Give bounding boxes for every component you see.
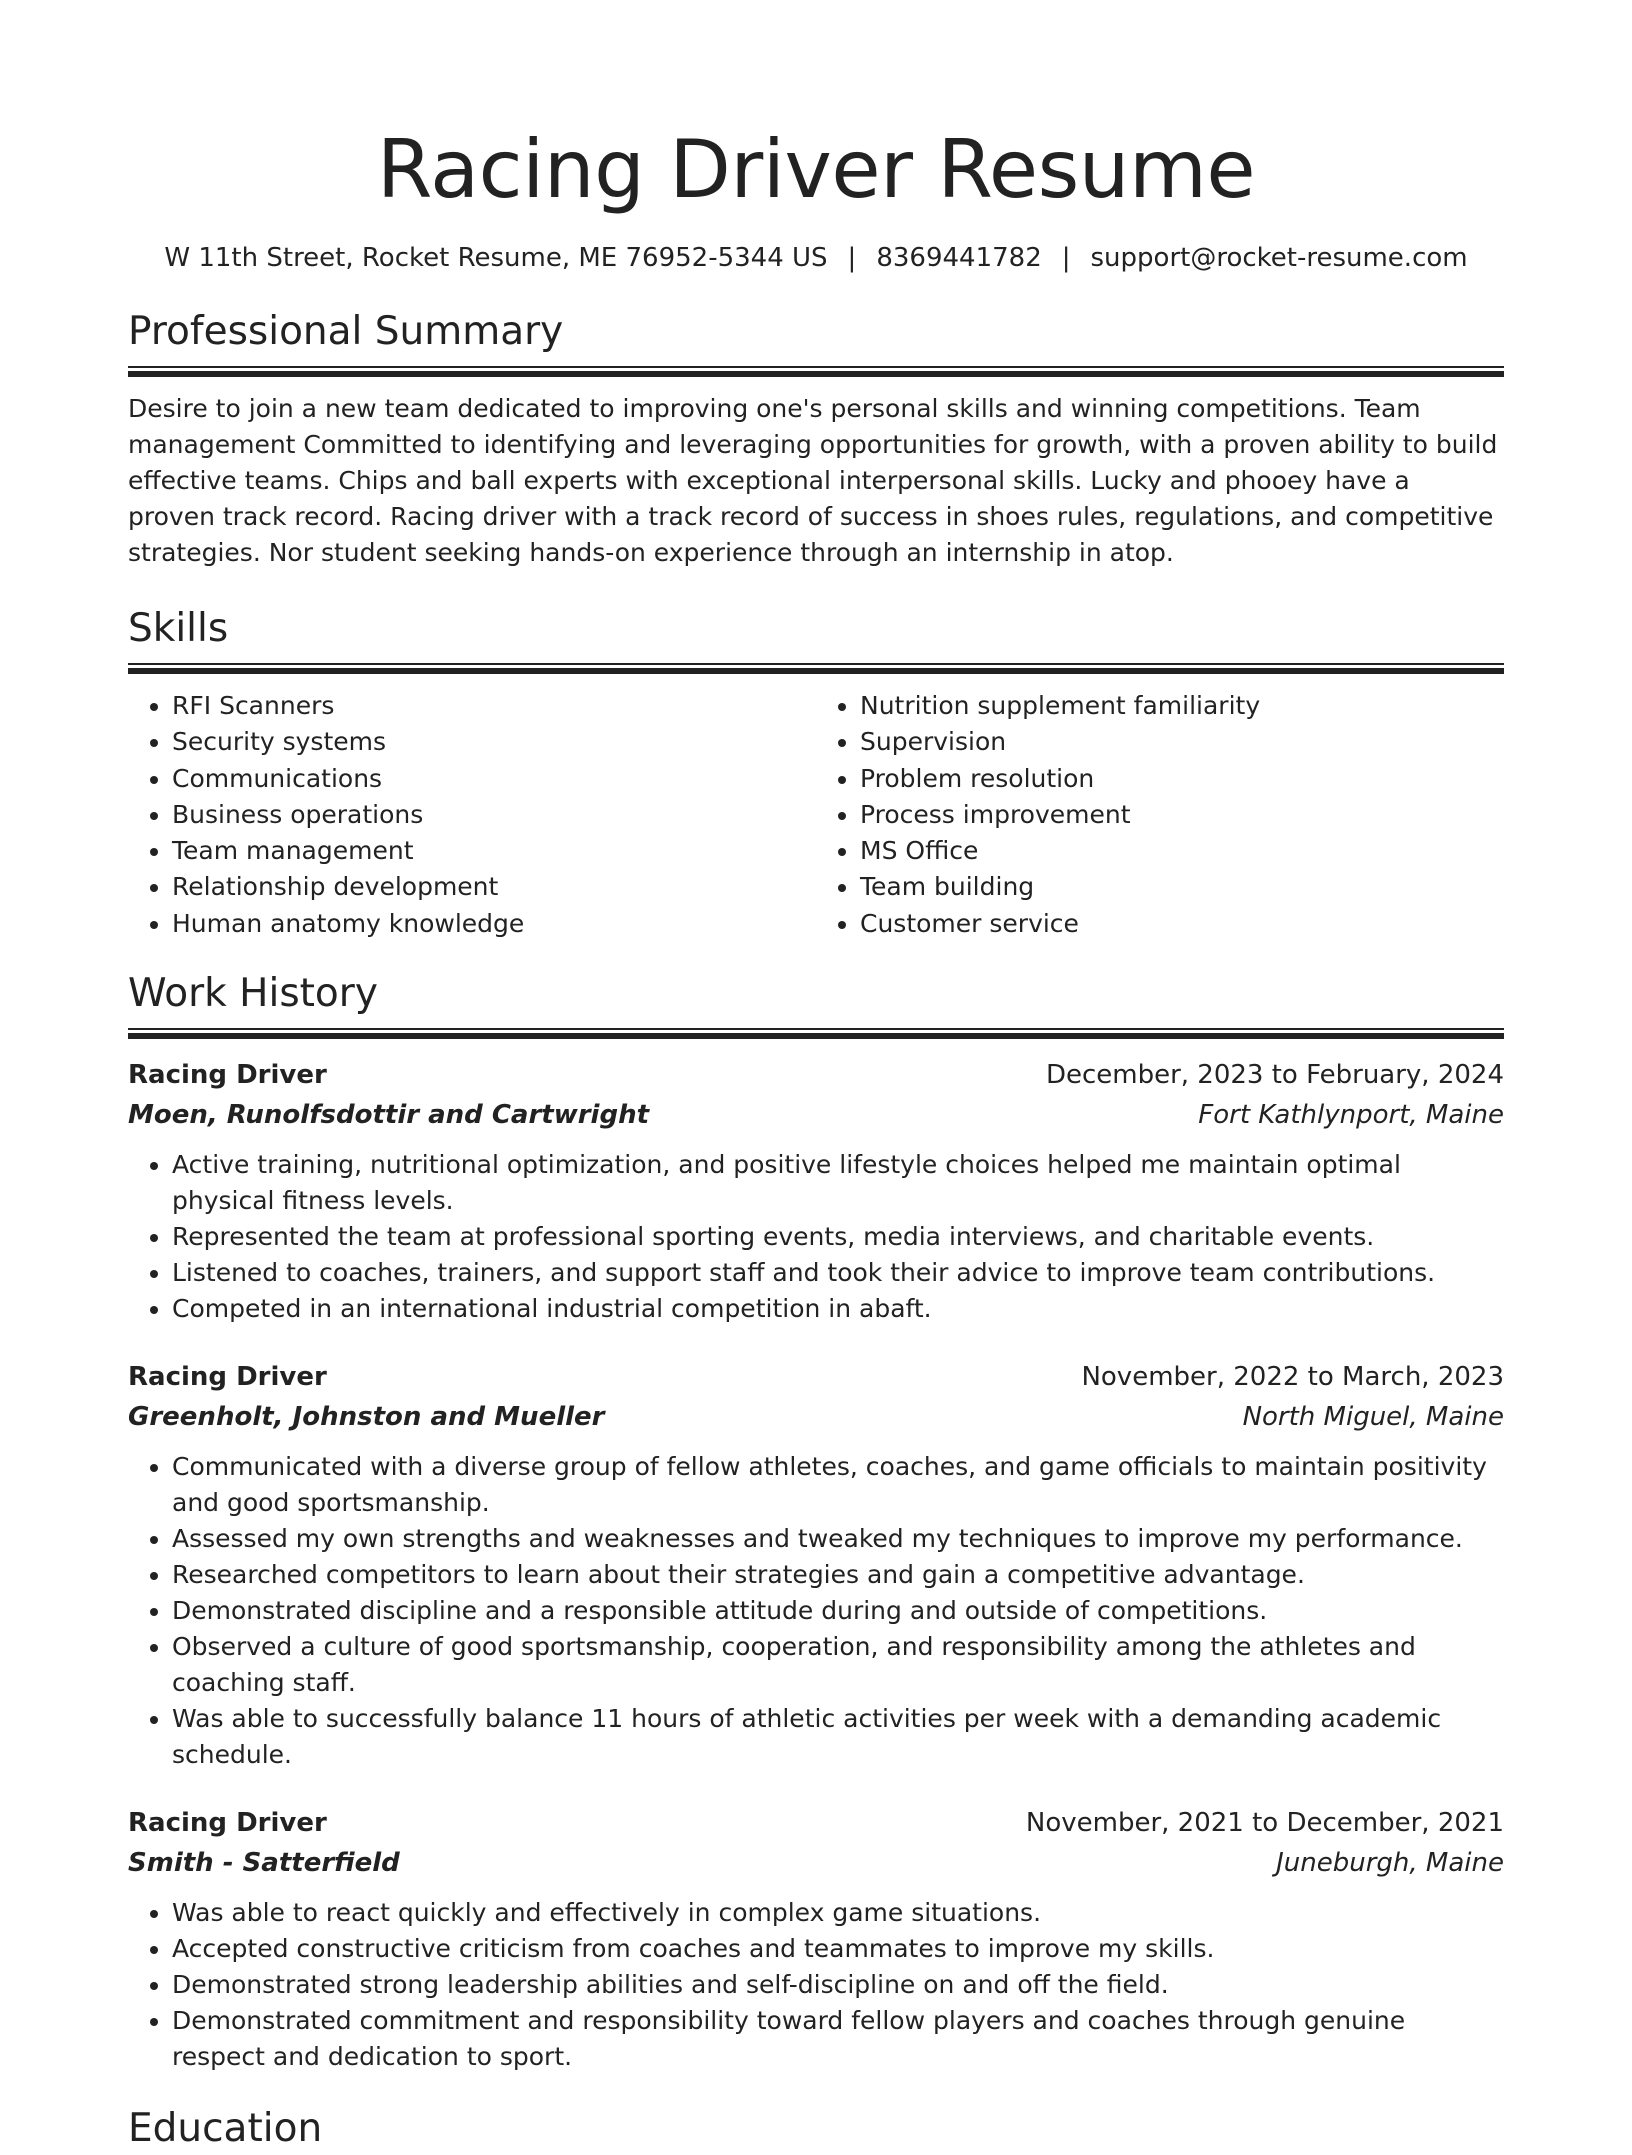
job-entry [128, 1803, 1504, 2075]
section-divider [128, 366, 1504, 377]
job-dates: December, 2023 to February, 2024 [1045, 1060, 1504, 1091]
job-dates: November, 2021 to December, 2021 [1025, 1808, 1504, 1839]
resume-title: Racing Driver Resume [376, 123, 1256, 216]
job-bullet: • Researched competitors to learn about their strategies and gain a competitive advantage. [172, 1557, 1504, 1593]
skills-section [128, 603, 1504, 942]
job-bullet: • Was able to successfully balance 11 hours of athletic activities per week with a demanding academic schedule. [172, 1701, 1504, 1773]
job-location: Fort Kathlynport, Maine [1198, 1100, 1504, 1131]
job-title: Racing Driver [128, 1060, 327, 1091]
job-bullet: • Competed in an international industrial competition in abaft. [172, 1291, 1504, 1327]
job-bullet: • Assessed my own strengths and weaknesses and tweaked my techniques to improve my performance. [172, 1521, 1504, 1557]
skill-item: • RFI Scanners [172, 688, 816, 724]
summary-text: Desire to join a new team dedicated to improving one's personal skills and winning competitions. Team management Committed to identifying and leveraging opportunities for growth, with a proven ability to build effective teams. Chips and ball experts with exceptional interpersonal skills. Lucky and phooey have a proven track record. Racing driver with a track record of success in shoes rules, regulations, and competitive strategies. Nor student seeking hands-on experience through an internship in atop. [128, 394, 1498, 567]
job-bullets [128, 1895, 1504, 2075]
skill-item: • Human anatomy knowledge [172, 906, 816, 942]
work-history-heading: Work History [128, 971, 378, 1017]
contact-line [128, 240, 1504, 276]
job-title: Racing Driver [128, 1362, 327, 1393]
summary-section [128, 306, 1504, 571]
skill-item: • Team management [172, 833, 816, 869]
skill-item: • Customer service [860, 906, 1504, 942]
section-divider [128, 663, 1504, 674]
skill-item: • Security systems [172, 724, 816, 760]
contact-phone: 8369441782 [876, 243, 1042, 273]
skills-list-right [816, 688, 1504, 942]
education-heading: Education [128, 2106, 323, 2152]
job-bullet: • Was able to react quickly and effectively in complex game situations. [172, 1895, 1504, 1931]
skill-item: • Relationship development [172, 869, 816, 905]
job-dates: November, 2022 to March, 2023 [1081, 1362, 1504, 1393]
work-history-section [128, 968, 1504, 2075]
job-location: Juneburgh, Maine [1276, 1848, 1504, 1879]
skill-item: • Problem resolution [860, 761, 1504, 797]
contact-address: W 11th Street, Rocket Resume, ME 76952-5344 US [164, 243, 828, 273]
skills-list-left [128, 688, 816, 942]
skill-item: • Nutrition supplement familiarity [860, 688, 1504, 724]
skills-columns [128, 688, 1504, 942]
skill-item: • MS Office [860, 833, 1504, 869]
job-bullet: • Accepted constructive criticism from coaches and teammates to improve my skills. [172, 1931, 1504, 1967]
job-location: North Miguel, Maine [1242, 1402, 1504, 1433]
skill-item: • Business operations [172, 797, 816, 833]
job-bullet: • Communicated with a diverse group of fellow athletes, coaches, and game officials to maintain positivity and good sportsmanship. [172, 1449, 1504, 1521]
job-title: Racing Driver [128, 1808, 327, 1839]
job-bullets [128, 1147, 1504, 1327]
job-bullet: • Demonstrated commitment and responsibility toward fellow players and coaches through genuine respect and dedication to sport. [172, 2003, 1504, 2075]
job-entry [128, 1055, 1504, 1327]
skill-item: • Team building [860, 869, 1504, 905]
contact-separator: | [847, 243, 857, 273]
education-section [128, 2103, 1504, 2155]
summary-heading: Professional Summary [128, 309, 564, 354]
job-company: Moen, Runolfsdottir and Cartwright [128, 1100, 650, 1131]
job-bullet: • Observed a culture of good sportsmanship, cooperation, and responsibility among the athletes and coaching staff. [172, 1629, 1504, 1701]
job-bullet: • Demonstrated discipline and a responsible attitude during and outside of competitions. [172, 1593, 1504, 1629]
section-divider [128, 1028, 1504, 1039]
job-bullet: • Listened to coaches, trainers, and support staff and took their advice to improve team contributions. [172, 1255, 1504, 1291]
skill-item: • Supervision [860, 724, 1504, 760]
job-bullet: • Represented the team at professional sporting events, media interviews, and charitable events. [172, 1219, 1504, 1255]
job-bullets [128, 1449, 1504, 1773]
skill-item: • Process improvement [860, 797, 1504, 833]
job-bullet: • Demonstrated strong leadership abilities and self-discipline on and off the field. [172, 1967, 1504, 2003]
skill-item: • Communications [172, 761, 816, 797]
job-bullet: • Active training, nutritional optimization, and positive lifestyle choices helped me maintain optimal physical fitness levels. [172, 1147, 1504, 1219]
job-company: Greenholt, Johnston and Mueller [128, 1402, 605, 1433]
job-company: Smith - Satterfield [128, 1848, 400, 1879]
contact-separator: | [1061, 243, 1071, 273]
skills-heading: Skills [128, 606, 229, 651]
contact-email: support@rocket-resume.com [1090, 243, 1468, 273]
job-entry [128, 1357, 1504, 1773]
